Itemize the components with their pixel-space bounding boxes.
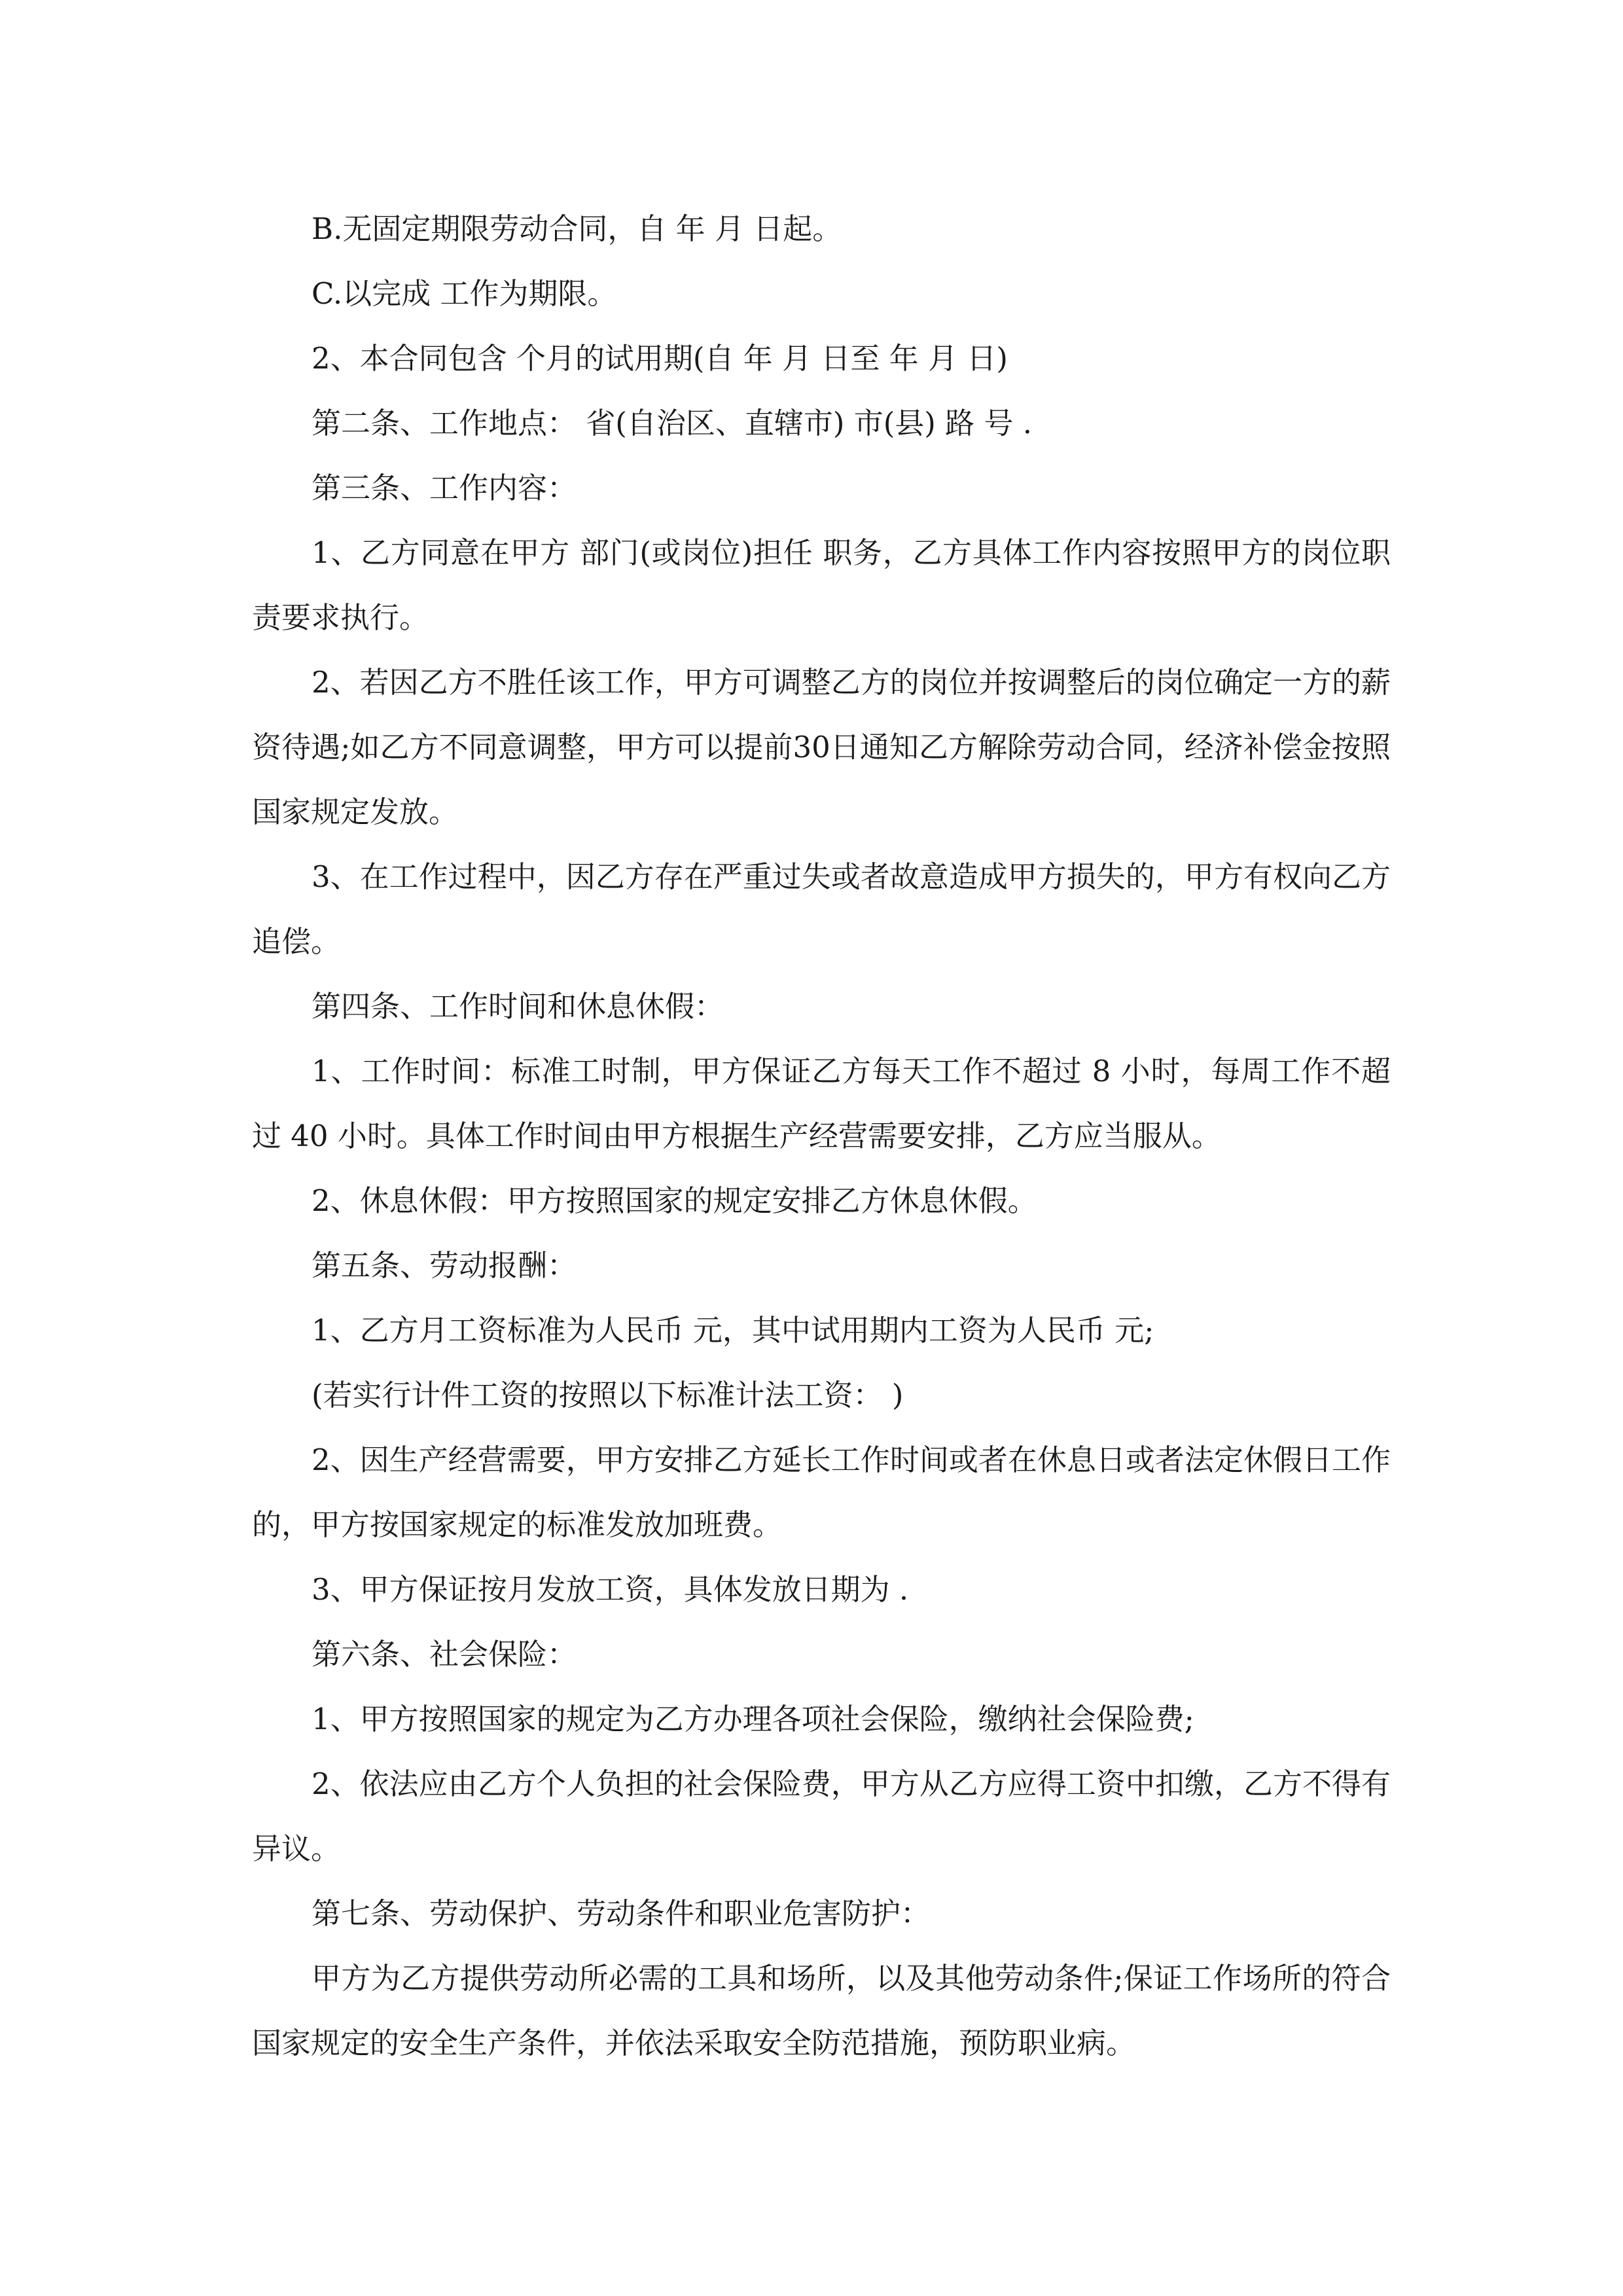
article-4-clause-1: 1、工作时间：标准工时制，甲方保证乙方每天工作不超过 8 小时，每周工作不超过 40 小时。具体工作时间由甲方根据生产经营需要安排，乙方应当服从。: [252, 1054, 1391, 1153]
paragraph-term-b: B.无固定期限劳动合同，自 年 月 日起。: [312, 211, 842, 246]
article-5-clause-2: 2、因生产经营需要，甲方安排乙方延长工作时间或者在休息日或者法定休假日工作的，甲方按国家规定的标准发放加班费。: [252, 1443, 1391, 1542]
article-4-heading: 第四条、工作时间和休息休假：: [312, 989, 724, 1024]
article-5-piecework-note: (若实行计件工资的按照以下标准计法工资： ): [312, 1378, 904, 1412]
article-6-clause-2: 2、依法应由乙方个人负担的社会保险费，甲方从乙方应得工资中扣缴，乙方不得有异议。: [252, 1767, 1391, 1866]
article-2-heading: 第二条、工作地点： 省(自治区、直辖市) 市(县) 路 号 .: [312, 406, 1033, 440]
contract-body: [252, 196, 1391, 2075]
article-5-clause-1: 1、乙方月工资标准为人民币 元，其中试用期内工资为人民币 元;: [312, 1313, 1154, 1348]
article-3-clause-2: 2、若因乙方不胜任该工作，甲方可调整乙方的岗位并按调整后的岗位确定一方的薪资待遇;如乙方不同意调整，甲方可以提前30日通知乙方解除劳动合同，经济补偿金按照国家规定发放。: [252, 665, 1391, 829]
article-3-heading: 第三条、工作内容：: [312, 471, 577, 505]
article-6-clause-1: 1、甲方按照国家的规定为乙方办理各项社会保险，缴纳社会保险费;: [312, 1702, 1194, 1736]
paragraph-term-c: C.以完成 工作为期限。: [312, 276, 617, 311]
article-3-clause-3: 3、在工作过程中，因乙方存在严重过失或者故意造成甲方损失的，甲方有权向乙方追偿。: [252, 859, 1391, 959]
article-3-clause-1: 1、乙方同意在甲方 部门(或岗位)担任 职务，乙方具体工作内容按照甲方的岗位职责要求执行。: [252, 535, 1391, 635]
article-4-clause-2: 2、休息休假：甲方按照国家的规定安排乙方休息休假。: [312, 1183, 1037, 1218]
article-7-heading: 第七条、劳动保护、劳动条件和职业危害防护：: [312, 1896, 931, 1931]
article-5-heading: 第五条、劳动报酬：: [312, 1248, 577, 1283]
paragraph-probation: 2、本合同包含 个月的试用期(自 年 月 日至 年 月 日): [312, 341, 1008, 376]
article-5-clause-3: 3、甲方保证按月发放工资，具体发放日期为 .: [312, 1572, 909, 1607]
article-7-body: 甲方为乙方提供劳动所必需的工具和场所，以及其他劳动条件;保证工作场所的符合国家规定的安全生产条件，并依法采取安全防范措施，预防职业病。: [252, 1961, 1391, 2060]
article-6-heading: 第六条、社会保险：: [312, 1637, 577, 1672]
